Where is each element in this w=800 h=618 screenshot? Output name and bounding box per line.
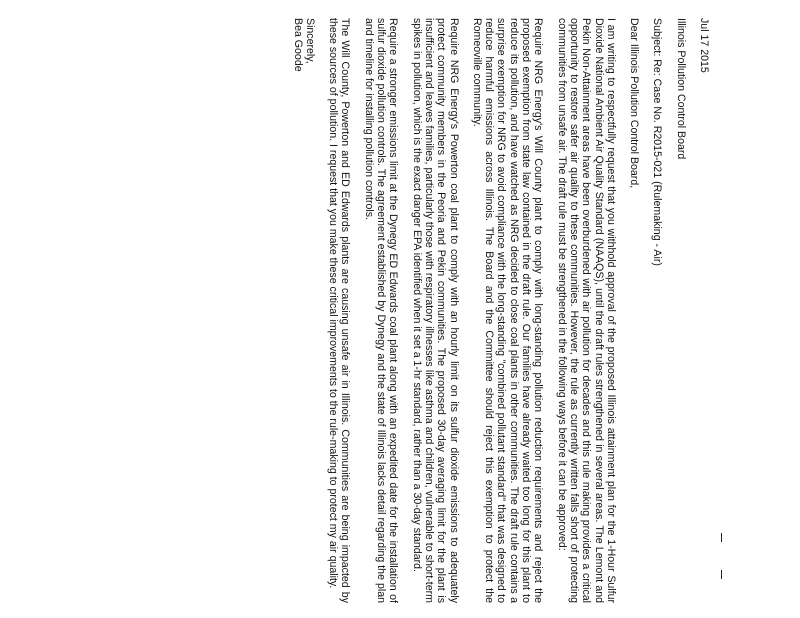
letter-signature: Bea Goode xyxy=(291,18,304,72)
letter-date: Jul 17 2015 xyxy=(698,18,710,73)
letter-paragraph: The Will County, Powerton and ED Edwards plants are causing unsafe air in Illinois. Communities are being impacted by these sources of pollution. I request that you make these critical improvements to the rule-making to protect my air quality. xyxy=(327,18,352,603)
page-edge-mark xyxy=(721,533,722,542)
letter-addressee: Illinois Pollution Control Board xyxy=(674,18,687,160)
letter-closing: Sincerely, xyxy=(303,18,316,64)
letter-subject: Subject: Re: Case No. R2015-021 (Rulemaking - Air) xyxy=(651,18,664,266)
letter-paragraph: Require NRG Energy's Will County plant to comply with long-standing pollution reduction requirements and reject the proposed exemption from state law contained in the draft rule. Our families have already waited too long for this plant to reduce its pollution, and have watched as NRG decided to close coal plants in other communities. The draft rule contains a surprise exemption for NRG to avoid compliance with the long-standing "combined pollutant standard" that was designed to reduce harmful emissions across Illinois. The Board and the Committee should reject this exemption to protect the Romeoville community. xyxy=(470,18,545,603)
letter-salutation: Dear Illinois Pollution Control Board, xyxy=(628,18,641,189)
letter-paragraph: Require a stronger emissions limit at the Dynegy ED Edwards coal plant along with an expedited date for the installation of sulfur dioxide pollution controls. The agreement established by Dynegy and the state of Illinois lacks detail regarding the plan and timeline for installing pollution controls. xyxy=(362,18,400,603)
letter-body xyxy=(70,18,710,603)
page-edge-mark xyxy=(721,570,722,579)
letter-paragraph: I am writing to respectfully request that you withhold approval of the proposed Illinois attainment plan for the 1-Hour Sulfur Dioxide National Ambient Air Quality Standard (NAAQS), until the draft rules strengthened in several areas. The Lemont and Pekin Non-Attainment areas have been overburdened with air pollution for decades and this rule making provides a critical opportunity to restore safer air quality to these communities. However, the rule as currently written falls short of protecting communities from unsafe air. The draft rule must be strengthened in the following ways before it can be approved: xyxy=(555,18,617,603)
letter-paragraph: Require NRG Energy's Powerton coal plant to comply with an hourly limit on its sulfur dioxide emissions to adequately protect community members in the Peoria and Pekin communities. The proposed 30-day averaging limit for the plant is insufficient and leaves families, particularly those with respiratory illnesses like asthma and children, vulnerable to short-term spikes in pollution, which is the exact danger EPA identified when it set a 1-hr standard, rather than a 30-day standard. xyxy=(410,18,460,603)
